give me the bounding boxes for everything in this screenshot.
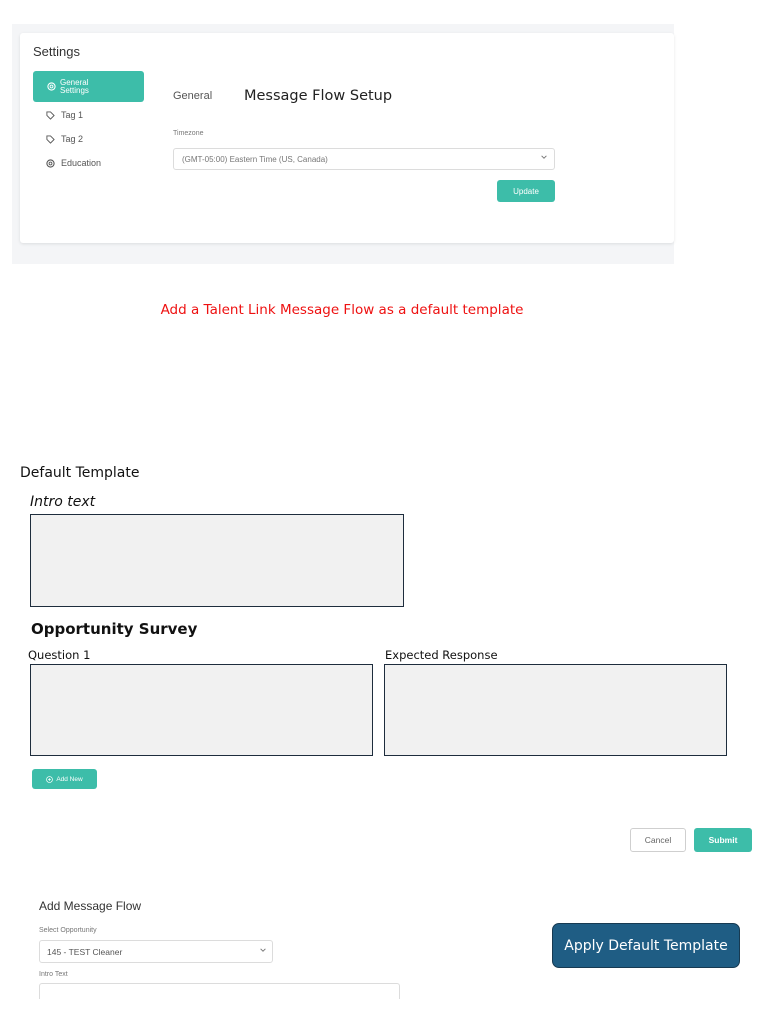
settings-icon <box>46 159 55 168</box>
settings-title: Settings <box>33 44 80 59</box>
sidebar-item-tag-2[interactable] <box>46 132 83 146</box>
intro-text-input[interactable] <box>39 983 400 999</box>
expected-response-field[interactable] <box>384 664 727 756</box>
page-title: Message Flow Setup <box>244 88 393 104</box>
question-label: Question 1 <box>28 648 91 662</box>
add-new-button[interactable] <box>32 769 97 789</box>
tag-icon <box>46 135 55 144</box>
timezone-select[interactable] <box>173 148 555 170</box>
chevron-down-icon <box>540 153 548 161</box>
question-field[interactable] <box>30 664 373 756</box>
intro-text-label: Intro text <box>30 494 96 510</box>
opportunity-survey-title: Opportunity Survey <box>31 620 198 638</box>
settings-card <box>20 33 674 243</box>
sidebar-item-label: Education <box>61 158 102 168</box>
plus-circle-icon <box>46 776 53 783</box>
settings-icon <box>47 82 56 91</box>
tab-general[interactable]: General <box>173 90 213 102</box>
add-message-flow-title: Add Message Flow <box>39 899 142 913</box>
apply-default-template-button[interactable]: Apply Default Template <box>552 923 740 968</box>
opportunity-value: 145 - TEST Cleaner <box>47 947 123 957</box>
submit-button[interactable]: Submit <box>694 828 752 852</box>
sidebar-item-label: Tag 1 <box>61 110 84 120</box>
default-template-title: Default Template <box>20 465 140 481</box>
cancel-button[interactable]: Cancel <box>630 828 686 852</box>
expected-response-label: Expected Response <box>385 648 498 662</box>
sidebar-item-label: General Settings <box>60 77 89 95</box>
update-button[interactable]: Update <box>497 180 555 202</box>
tag-icon <box>46 111 55 120</box>
opportunity-select[interactable] <box>39 940 273 963</box>
instruction-note: Add a Talent Link Message Flow as a default template <box>160 302 524 318</box>
intro-text-label-small: Intro Text <box>39 971 68 978</box>
sidebar-item-general-settings[interactable] <box>33 71 144 102</box>
intro-text-field[interactable] <box>30 514 404 607</box>
sidebar-item-education[interactable] <box>46 156 101 170</box>
sidebar-item-label: Tag 2 <box>61 134 84 144</box>
sidebar-item-tag-1[interactable] <box>46 108 83 122</box>
timezone-value: (GMT-05:00) Eastern Time (US, Canada) <box>182 155 328 164</box>
chevron-down-icon <box>259 946 267 954</box>
add-new-label: Add New <box>56 775 83 783</box>
timezone-label: Timezone <box>173 130 204 137</box>
select-opportunity-label: Select Opportunity <box>39 927 97 934</box>
